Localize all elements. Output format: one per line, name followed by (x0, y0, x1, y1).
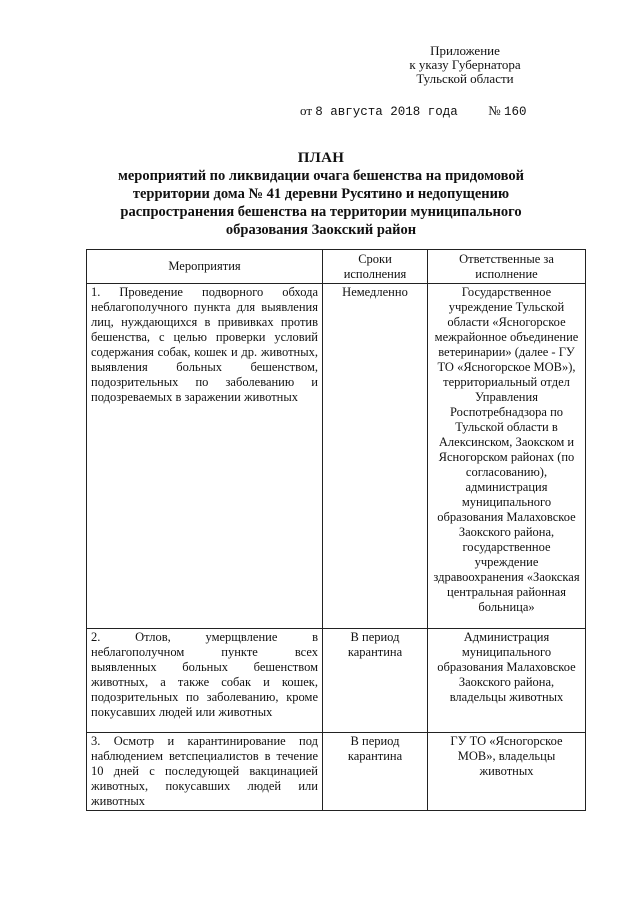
document-title (60, 149, 582, 239)
table-row (87, 284, 586, 629)
decree-number: 160 (503, 105, 527, 119)
header-activity: Мероприятия (87, 250, 323, 284)
table-header-row (87, 250, 586, 284)
row-1-deadline: Немедленно (323, 284, 428, 629)
row-3-deadline: В период карантина (323, 733, 428, 811)
appendix-line-2: к указу Губернатора (409, 57, 521, 72)
row-2-deadline: В период карантина (323, 629, 428, 733)
title-line-1: мероприятий по ликвидации очага бешенства на придомовой (117, 168, 524, 184)
decree-date: 8 августа 2018 года (315, 105, 458, 119)
appendix-header (380, 44, 550, 86)
table-row (87, 733, 586, 811)
appendix-line-1: Приложение (430, 43, 500, 58)
plan-table (86, 249, 586, 811)
header-deadline: Сроки исполнения (323, 250, 428, 284)
row-1-responsible: Государственное учреждение Тульской области «Ясногорское межрайонное объединение ветеринарии» (далее - ГУ ТО «Ясногорское МОВ»), территориальный отдел Управления Роспотребнадзора по Тульской области в Алексинском, Заокском и Ясногорском районах (по согласованию), администрация муниципального образования Малаховское Заокского района, государственное учреждение здравоохранения «Заокская центральная районная больница» (428, 284, 586, 629)
title-line-4: образования Заокский район (225, 222, 417, 238)
title-line-3: распространения бешенства на территории муниципального (120, 204, 522, 220)
row-3-responsible: ГУ ТО «Ясногорское МОВ», владельцы животных (428, 733, 586, 811)
appendix-line-3: Тульской области (416, 71, 514, 86)
row-2-activity: 2. Отлов, умерщвление в неблагополучном пункте всех выявленных больных бешенством животных, а также собак и кошек, подозрительных по заболеванию, кроме покусавших людей или животных (87, 629, 323, 733)
table-row (87, 629, 586, 733)
row-2-responsible: Администрация муниципального образования Малаховское Заокского района, владельцы животных (428, 629, 586, 733)
decree-from-label: от (300, 103, 313, 118)
title-line-2: территории дома № 41 деревни Русятино и недопущению (132, 186, 510, 202)
decree-number-sign: № (488, 103, 501, 118)
title-heading: ПЛАН (297, 150, 345, 166)
row-1-activity: 1. Проведение подворного обхода неблагополучного пункта для выявления лиц, нуждающихся в прививках против бешенства, с целью проверки условий содержания собак, кошек и др. животных, выявления больных бешенством, подозрительных по заболеванию и подозреваемых в заражении животных (87, 284, 323, 629)
row-3-activity: 3. Осмотр и карантинирование под наблюдением ветспециалистов в течение 10 дней с последующей вакцинацией животных, покусавших людей или животных (87, 733, 323, 811)
header-responsible: Ответственные за исполнение (428, 250, 586, 284)
decree-reference (300, 103, 526, 119)
